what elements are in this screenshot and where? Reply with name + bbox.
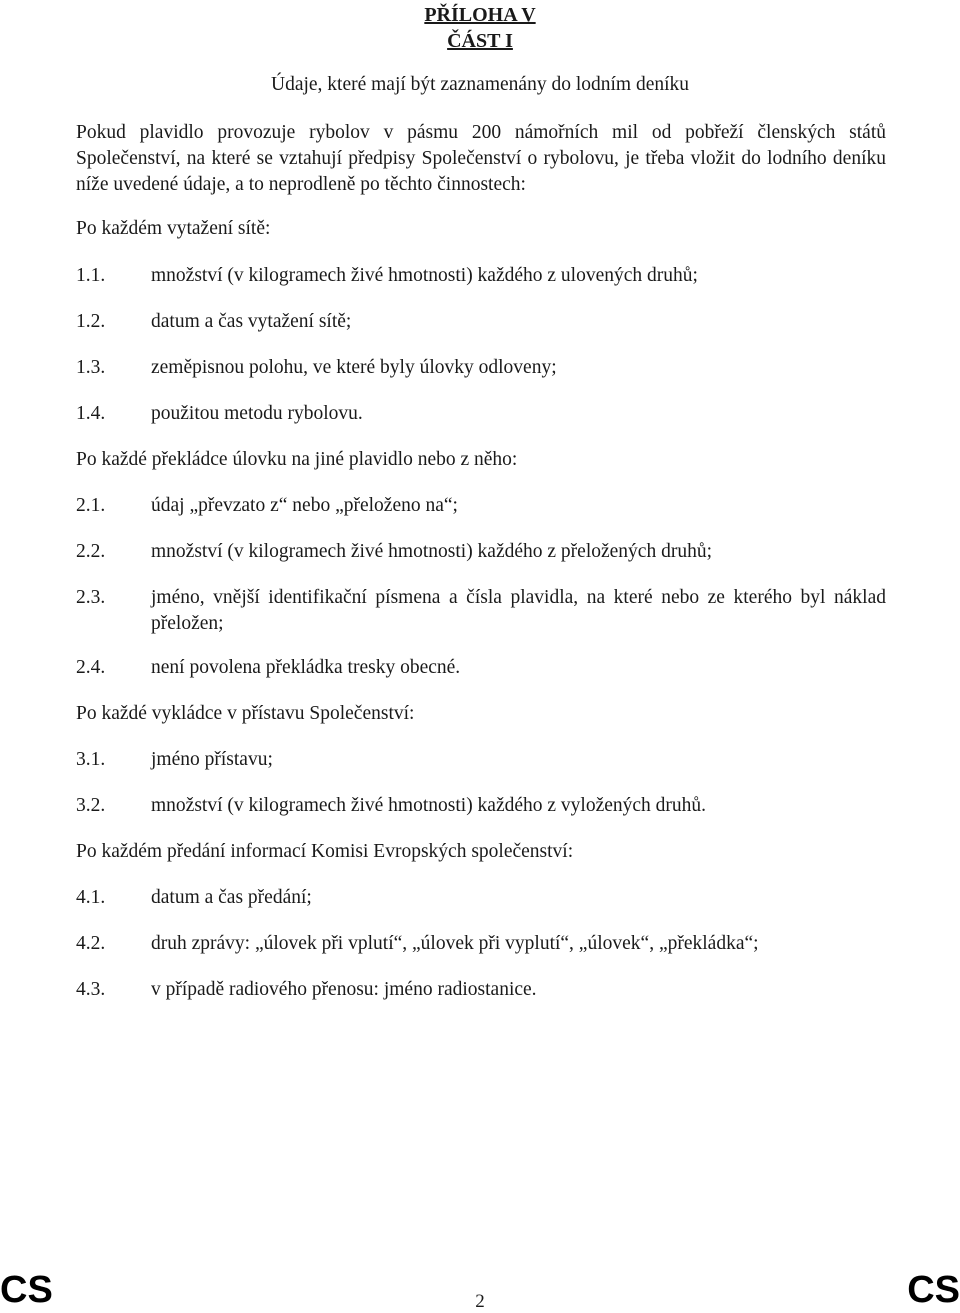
item-number: 1.1.	[76, 265, 106, 286]
intro-paragraph: Pokud plavidlo provozuje rybolov v pásmu 200 námořních mil od pobřeží členských států Společenství, na které se vztahují předpisy Společenství o rybolovu, je třeba vložit do lodního deníku níže uvedené údaje, a to neprodleně po těchto činnostech:	[76, 122, 886, 195]
item-number: 2.1.	[76, 495, 106, 516]
item-text: jméno, vnější identifikační písmena a čísla plavidla, na které nebo ze kterého byl náklad přeložen;	[151, 587, 886, 634]
section-heading-reporting: Po každém předání informací Komisi Evropských společenství:	[76, 841, 574, 862]
item-text: zeměpisnou polohu, ve které byly úlovky odloveny;	[151, 357, 557, 378]
item-text: množství (v kilogramech živé hmotnosti) každého z vyložených druhů.	[151, 795, 707, 816]
section-heading-net-haul: Po každém vytažení sítě:	[76, 218, 271, 239]
item-number: 4.2.	[76, 933, 106, 954]
item-text: množství (v kilogramech živé hmotnosti) každého z přeložených druhů;	[151, 541, 712, 562]
page-number: 2	[475, 1291, 485, 1312]
item-text: množství (v kilogramech živé hmotnosti) každého z ulovených druhů;	[151, 265, 698, 286]
language-code-left: CS	[0, 1269, 53, 1311]
item-text: datum a čas vytažení sítě;	[151, 311, 352, 332]
item-number: 1.2.	[76, 311, 106, 332]
language-code-right: CS	[907, 1269, 960, 1311]
item-number: 3.1.	[76, 749, 106, 770]
section-heading-landing: Po každé vykládce v přístavu Společenství:	[76, 703, 415, 724]
section-heading-transhipment: Po každé překládce úlovku na jiné plavidlo nebo z něho:	[76, 449, 518, 470]
item-text: údaj „převzato z“ nebo „přeloženo na“;	[151, 495, 458, 516]
part-title: ČÁST I	[447, 30, 513, 52]
item-number: 3.2.	[76, 795, 106, 816]
item-text: použitou metodu rybolovu.	[151, 403, 363, 424]
item-number: 2.3.	[76, 587, 106, 608]
item-number: 4.1.	[76, 887, 106, 908]
item-text: jméno přístavu;	[151, 749, 273, 770]
item-number: 1.4.	[76, 403, 106, 424]
item-number: 4.3.	[76, 979, 106, 1000]
annex-title: PŘÍLOHA V	[424, 4, 536, 26]
item-number: 2.2.	[76, 541, 106, 562]
item-text: není povolena překládka tresky obecné.	[151, 657, 461, 678]
item-text: datum a čas předání;	[151, 887, 312, 908]
item-text: v případě radiového přenosu: jméno radiostanice.	[151, 979, 537, 1000]
item-number: 2.4.	[76, 657, 106, 678]
item-text: druh zprávy: „úlovek při vplutí“, „úlovek při vyplutí“, „úlovek“, „překládka“;	[151, 933, 759, 954]
document-subtitle: Údaje, které mají být zaznamenány do lodním deníku	[270, 74, 690, 95]
item-number: 1.3.	[76, 357, 106, 378]
